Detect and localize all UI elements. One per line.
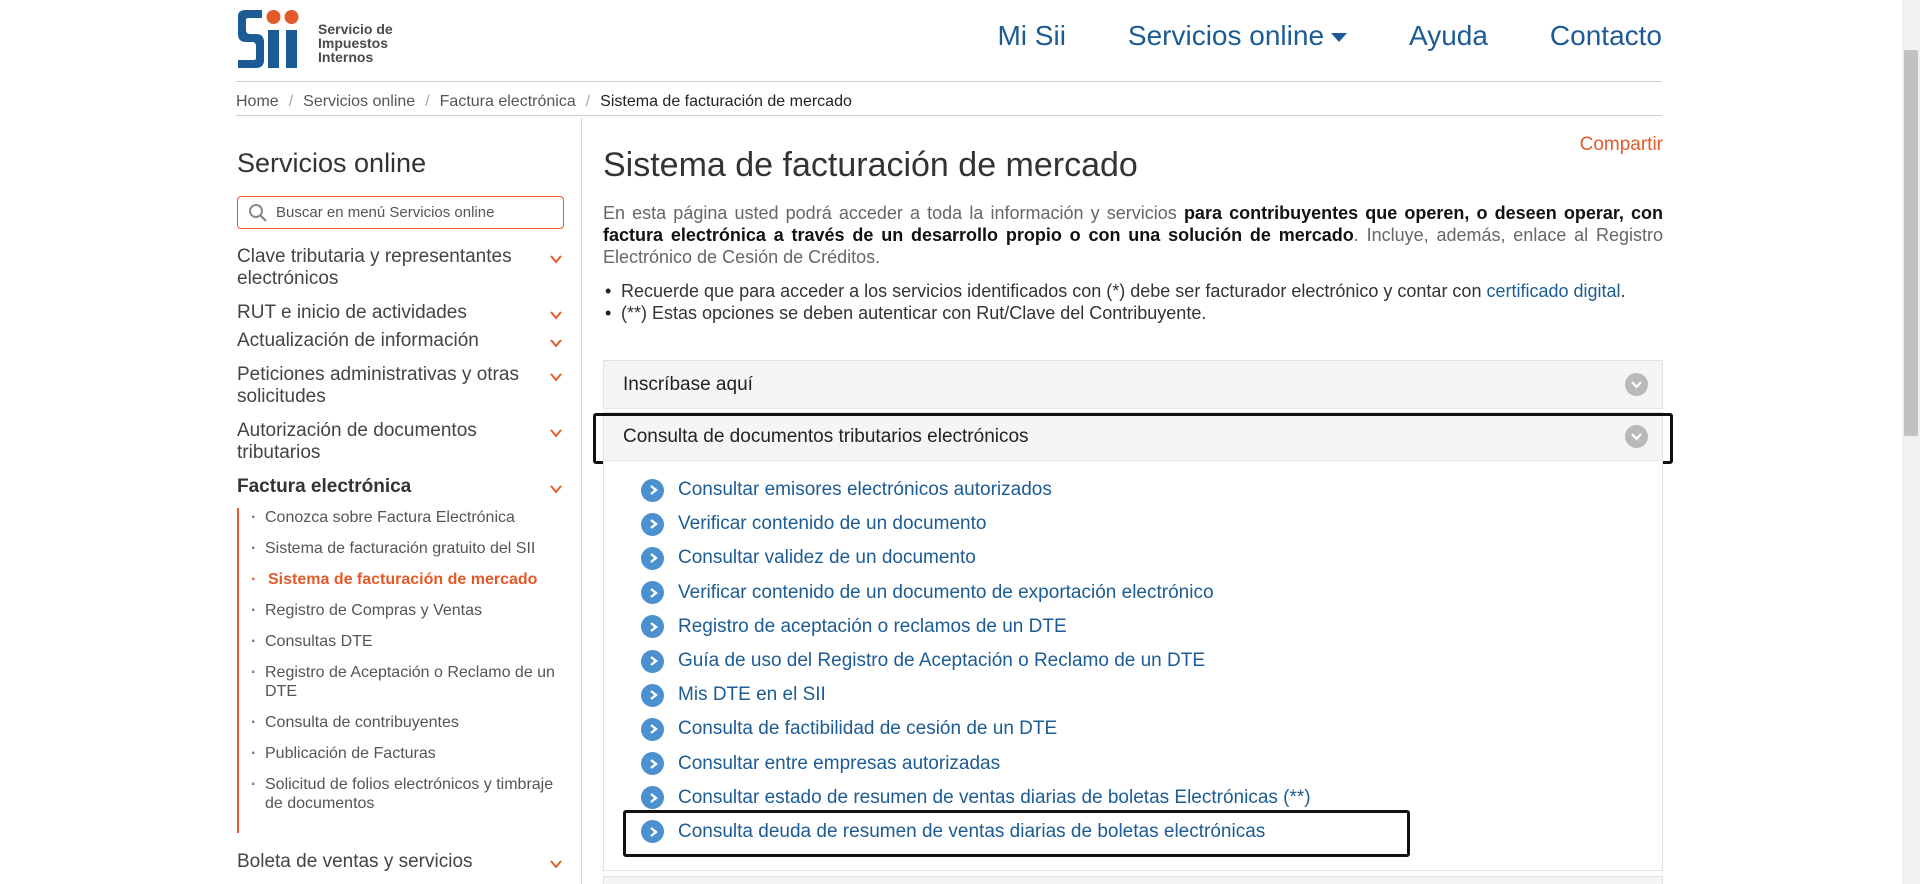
sii-logo-mark — [236, 8, 308, 70]
service-link[interactable]: Consultar entre empresas autorizadas — [678, 752, 1001, 774]
share-link[interactable]: Compartir — [1579, 134, 1663, 155]
sidebar-item-autorizacion[interactable] — [237, 420, 567, 476]
sidebar-search-input[interactable] — [276, 204, 556, 221]
breadcrumb-current: Sistema de facturación de mercado — [600, 92, 852, 110]
submenu-item[interactable]: · Publicación de Facturas — [251, 744, 567, 763]
top-navigation — [935, 20, 1662, 52]
logo-line-2: Impuestos — [318, 35, 389, 51]
sidebar-item-rut[interactable] — [237, 302, 567, 330]
service-link-row[interactable] — [641, 473, 1311, 507]
nav-ayuda-label: Ayuda — [1409, 20, 1488, 51]
sidebar-menu — [237, 246, 567, 873]
nav-contacto[interactable] — [1550, 20, 1662, 52]
service-link-row[interactable] — [641, 712, 1311, 746]
service-link[interactable]: Registro de aceptación o reclamos de un DTE — [678, 615, 1067, 637]
notes-list — [603, 280, 1663, 324]
chevron-down-icon — [549, 308, 563, 322]
service-link[interactable]: Consultar emisores electrónicos autorizados — [678, 479, 1052, 501]
arrow-right-circle-icon — [641, 684, 664, 707]
intro-text-c: . Incluye, además, enlace al Registro Electrónico de Cesión de Créditos. — [603, 225, 1664, 267]
arrow-right-circle-icon — [641, 786, 664, 809]
service-link-row[interactable] — [641, 644, 1311, 678]
submenu-item[interactable]: · Registro de Compras y Ventas — [251, 601, 567, 620]
arrow-right-circle-icon — [641, 479, 664, 502]
sidebar-title: Servicios online — [237, 148, 427, 178]
service-link-row[interactable] — [641, 747, 1311, 781]
breadcrumb-servicios-online[interactable]: Servicios online — [303, 92, 416, 110]
arrow-right-circle-icon — [641, 820, 664, 843]
intro-text-a: En esta página usted podrá acceder a toda la información y servicios — [603, 203, 1184, 223]
accordion-consulta-dte[interactable] — [603, 412, 1663, 461]
service-link-row[interactable] — [641, 781, 1311, 815]
arrow-right-circle-icon — [641, 752, 664, 775]
chevron-down-circle-icon — [1625, 373, 1648, 396]
service-link[interactable]: Consulta de factibilidad de cesión de un DTE — [678, 718, 1058, 740]
service-link-row[interactable] — [641, 576, 1311, 610]
sidebar-item-clave-tributaria[interactable] — [237, 246, 567, 302]
accordion-title: Consulta de documentos tributarios electrónicos — [623, 425, 1029, 447]
sidebar-item-factura-electronica[interactable] — [237, 476, 567, 498]
main-content — [603, 118, 1663, 884]
breadcrumb — [236, 88, 1662, 116]
nav-ayuda[interactable] — [1409, 20, 1488, 52]
arrow-right-circle-icon — [641, 650, 664, 673]
arrow-right-circle-icon — [641, 547, 664, 570]
chevron-down-icon — [549, 482, 563, 496]
nav-servicios-online-label: Servicios online — [1127, 20, 1325, 51]
service-link-row[interactable] — [641, 815, 1311, 849]
sidebar-search[interactable] — [237, 196, 564, 229]
scrollbar[interactable] — [1902, 0, 1920, 884]
note-text: Recuerde que para acceder a los servicios identificados con (*) debe ser facturador electrónico y contar con — [621, 281, 1487, 301]
sidebar-item-label: Boleta de ventas y servicios — [237, 851, 473, 872]
arrow-right-circle-icon — [641, 718, 664, 741]
accordion-body — [603, 461, 1663, 871]
submenu-item[interactable]: · Registro de Aceptación o Reclamo de un DTE — [251, 663, 567, 701]
breadcrumb-separator: / — [425, 92, 430, 110]
chevron-down-icon — [549, 857, 563, 871]
nav-servicios-online[interactable] — [1128, 20, 1347, 52]
breadcrumb-factura-electronica[interactable]: Factura electrónica — [439, 92, 576, 110]
service-link[interactable]: Consultar validez de un documento — [678, 547, 976, 569]
submenu-item-current[interactable]: · Sistema de facturación de mercado — [251, 570, 567, 589]
caret-down-icon — [1331, 33, 1347, 42]
service-link[interactable]: Consulta deuda de resumen de ventas diarias de boletas electrónicas — [678, 820, 1266, 842]
sidebar-item-label: Autorización de documentos tributarios — [237, 420, 477, 463]
arrow-right-circle-icon — [641, 615, 664, 638]
arrow-right-circle-icon — [641, 513, 664, 536]
sidebar-item-label: Factura electrónica — [237, 476, 412, 497]
submenu-item[interactable]: · Consultas DTE — [251, 632, 567, 651]
sii-logo-text — [318, 22, 393, 64]
chevron-down-circle-icon — [1625, 425, 1648, 448]
submenu-item[interactable]: · Conozca sobre Factura Electrónica — [251, 508, 567, 527]
sidebar-item-label: Actualización de información — [237, 330, 479, 351]
chevron-down-icon — [549, 426, 563, 440]
page-title: Sistema de facturación de mercado — [603, 146, 1138, 184]
certificado-digital-link[interactable]: certificado digital — [1486, 281, 1621, 301]
service-link[interactable]: Mis DTE en el SII — [678, 684, 826, 706]
sidebar-item-label: Peticiones administrativas y otras solicitudes — [237, 364, 519, 407]
breadcrumb-separator: / — [288, 92, 294, 110]
nav-mi-sii[interactable] — [997, 20, 1065, 52]
service-link-row[interactable] — [641, 678, 1311, 712]
search-icon — [248, 203, 268, 223]
note-item — [603, 280, 1663, 302]
sidebar-item-actualizacion[interactable] — [237, 330, 567, 364]
note-item — [603, 302, 1663, 324]
logo-line-3: Internos — [318, 49, 374, 65]
chevron-down-icon — [549, 370, 563, 384]
service-link-row[interactable] — [641, 541, 1311, 575]
breadcrumb-separator: / — [585, 92, 591, 110]
submenu-item[interactable]: · Sistema de facturación gratuito del SII — [251, 539, 567, 558]
service-link-row[interactable] — [641, 610, 1311, 644]
note-text: (**) Estas opciones se deben autenticar con Rut/Clave del Contribuyente. — [621, 303, 1207, 323]
accordion-title: Inscríbase aquí — [623, 373, 753, 395]
breadcrumb-home[interactable]: Home — [236, 92, 279, 110]
service-link[interactable]: Consultar estado de resumen de ventas diarias de boletas Electrónicas (**) — [678, 786, 1311, 808]
sidebar-item-label: Clave tributaria y representantes electrónicos — [237, 246, 512, 289]
accordion-inscribase[interactable] — [603, 360, 1663, 409]
nav-mi-sii-label: Mi Sii — [997, 20, 1066, 51]
scrollbar-thumb[interactable] — [1904, 50, 1918, 436]
sidebar-item-label: RUT e inicio de actividades — [237, 302, 467, 323]
intro-text-bold: para contribuyentes que operen, o deseen operar, con factura electrónica a través de un desarrollo propio o con una solución de mercado — [603, 203, 1663, 245]
nav-contacto-label: Contacto — [1549, 20, 1662, 51]
logo-line-1: Servicio de — [318, 21, 393, 37]
intro-paragraph — [603, 202, 1663, 268]
submenu-item[interactable]: · Consulta de contribuyentes — [251, 713, 567, 732]
service-link-row[interactable] — [641, 507, 1311, 541]
arrow-right-circle-icon — [641, 581, 664, 604]
service-link[interactable]: Verificar contenido de un documento — [678, 513, 987, 535]
sidebar-item-peticiones[interactable] — [237, 364, 567, 420]
service-links — [641, 473, 1311, 849]
service-link[interactable]: Verificar contenido de un documento de exportación electrónico — [678, 581, 1214, 603]
sidebar-item-boleta[interactable] — [237, 851, 567, 873]
sii-logo[interactable] — [236, 8, 416, 70]
accordion-next[interactable] — [603, 876, 1663, 884]
chevron-down-icon — [549, 336, 563, 350]
sidebar — [236, 118, 582, 884]
note-end: . — [1620, 281, 1626, 301]
chevron-down-icon — [549, 252, 563, 266]
submenu-item[interactable]: · Solicitud de folios electrónicos y timbraje de documentos — [251, 775, 567, 813]
factura-electronica-submenu — [237, 508, 567, 833]
service-link[interactable]: Guía de uso del Registro de Aceptación o Reclamo de un DTE — [678, 650, 1206, 672]
site-header — [236, 0, 1662, 82]
